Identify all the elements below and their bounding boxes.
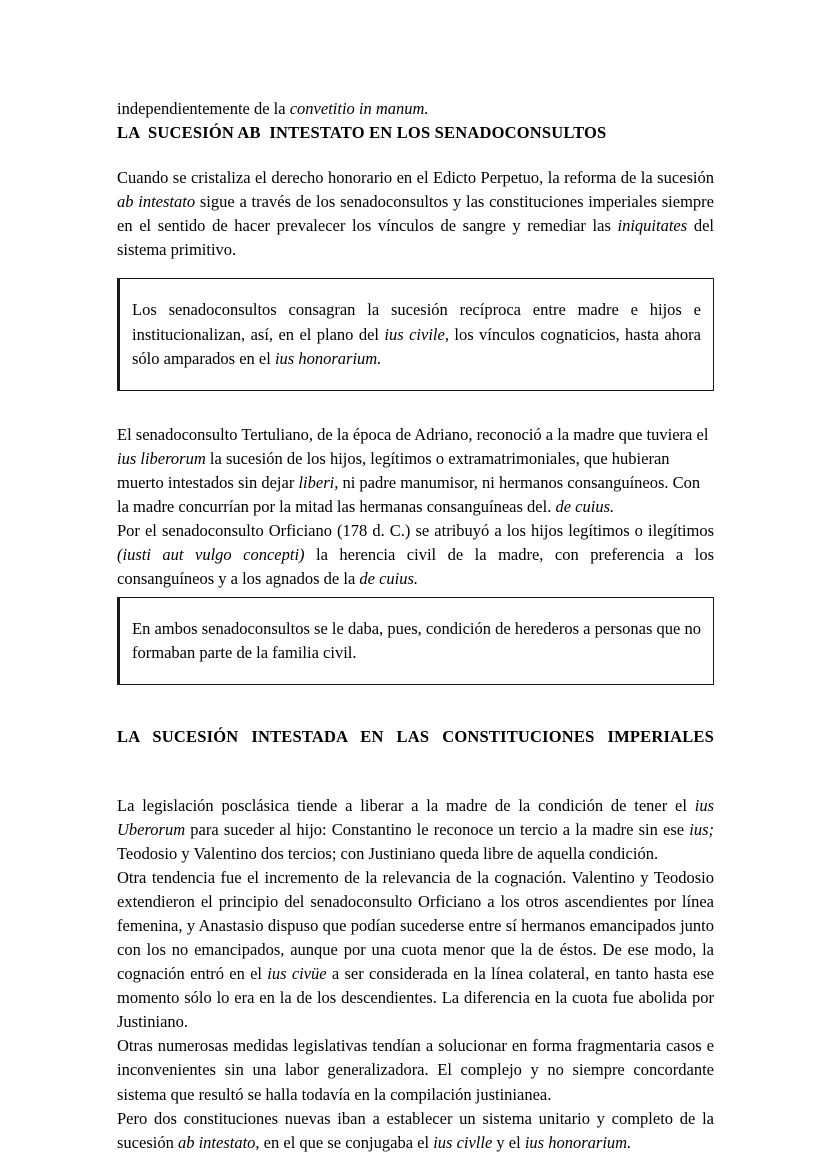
paragraph-7-italic-2: ius civlle	[433, 1132, 493, 1152]
paragraph-orficiano	[117, 519, 714, 591]
paragraph-5-italic-1: ius civüe	[267, 964, 327, 984]
paragraph-tertuliano	[117, 423, 714, 519]
paragraph-7-part-3: y el	[492, 1132, 525, 1152]
document-content	[117, 97, 714, 1155]
paragraph-1-part-3: del sistema primitivo.	[117, 216, 714, 260]
callout-1-italic-2: ius honorarium.	[274, 348, 382, 368]
paragraph-4-italic-1: ius Uberorum	[117, 795, 714, 839]
paragraph-7-italic-3: ius honorarium.	[524, 1132, 632, 1152]
spacer	[117, 262, 714, 278]
callout-1-part-1: Los senadoconsultos consagran la sucesión recíproca entre madre e hijos e institucionalizan, así, en el plano del	[132, 300, 701, 344]
paragraph-2-italic-3: de cuius.	[555, 496, 615, 516]
paragraph-2-part-2: la sucesión de los hijos, legítimos o extramatrimoniales, que hubieran muerto intestados sin dejar	[117, 448, 670, 492]
spacer	[117, 391, 714, 423]
intro-paragraph	[117, 97, 714, 121]
paragraph-4-part-2: para suceder al hijo: Constantino le reconoce un tercio a la madre sin ese	[185, 819, 690, 839]
paragraph-4-part-3: Teodosio y Valentino dos tercios; con Justiniano queda libre de aquella condición.	[117, 843, 659, 863]
paragraph-3-italic-2: de cuius.	[359, 569, 419, 589]
section-heading-constituciones: LA SUCESIÓN INTESTADA EN LAS CONSTITUCIONES IMPERIALES	[117, 727, 714, 747]
paragraph-2-part-3: ni padre manumisor, ni hermanos consanguíneos. Con la madre concurrían por la mitad las hermanas consanguíneas del.	[117, 472, 701, 516]
callout-1-italic-1: ius civile,	[384, 324, 449, 344]
intro-italic-term: convetitio in manum.	[289, 99, 429, 118]
paragraph-2-italic-1: ius liberorum	[117, 448, 206, 468]
callout-box-herederos	[117, 597, 714, 685]
paragraph-7-italic-1: ab intestato,	[177, 1132, 260, 1152]
intro-lead-text: independientemente de la	[117, 99, 290, 118]
paragraph-medidas-legislativas: Otras numerosas medidas legislativas tendían a solucionar en forma fragmentaria casos e inconvenientes sin una labor generalizadora. El complejo y no siempre concordante sistema que resultó se halla todavía en la compilación justinianea.	[117, 1036, 714, 1104]
paragraph-3-part-1: Por el senadoconsulto Orficiano (178 d. C.) se atribuyó a los hijos legítimos o ilegítimos	[117, 521, 714, 541]
paragraph-3-part-2: la herencia civil de la madre, con preferencia a los consanguíneos y a los agnados de la	[117, 545, 714, 589]
paragraph-7-part-1: Pero dos constituciones nuevas iban a establecer un sistema unitario y completo de la sucesión	[117, 1108, 714, 1152]
callout-box-senadoconsultos	[117, 278, 714, 390]
section-heading-senadoconsultos: LA SUCESIÓN AB INTESTATO EN LOS SENADOCONSULTOS	[117, 123, 607, 143]
paragraph-1-part-2: sigue a través de los senadoconsultos y las constituciones imperiales siempre en el sentido de hacer prevalecer los vínculos de sangre y remediar las	[117, 192, 714, 236]
paragraph-1-italic-2: iniquitates	[617, 216, 688, 236]
paragraph-1-part-1: Cuando se cristaliza el derecho honorario en el Edicto Perpetuo, la reforma de la sucesión	[117, 168, 714, 188]
paragraph-4-part-1: La legislación posclásica tiende a liberar a la madre de la condición de tener el	[117, 795, 695, 815]
paragraph-edicto-perpetuo	[117, 166, 714, 262]
paragraph-posclasica	[117, 794, 714, 866]
paragraph-cognacion	[117, 866, 714, 1035]
paragraph-2-part-1: El senadoconsulto Tertuliano, de la época de Adriano, reconoció a la madre que tuviera el	[117, 424, 709, 444]
paragraph-5-part-2: a ser considerada en la línea colateral, en tanto hasta ese momento sólo lo era en la de los descendientes. La diferencia en la cuota fue abolida por Justiniano.	[117, 964, 715, 1032]
callout-2-text: En ambos senadoconsultos se le daba, pues, condición de herederos a personas que no formaban parte de la familia civil.	[132, 619, 701, 663]
paragraph-1-italic-1: ab intestato	[117, 192, 196, 212]
paragraph-7-part-2: en el que se conjugaba el	[259, 1132, 434, 1152]
paragraph-2-italic-2: liberi,	[298, 472, 339, 492]
callout-1-text	[132, 298, 701, 370]
spacer	[117, 685, 714, 725]
paragraph-3-italic-1: (iusti aut vulgo concepti)	[117, 545, 305, 565]
callout-1-part-2: los vínculos cognaticios, hasta ahora sólo amparados en el	[132, 324, 702, 368]
paragraph-4-italic-2: ius;	[689, 819, 714, 839]
paragraph-5-part-1: Otra tendencia fue el incremento de la relevancia de la cognación. Valentino y Teodosio extendieron el principio del senadoconsulto Orficiano a los otros ascendientes por línea femenina, y Anastasio dispuso que podían sucederse entre sí hermanos emancipados junto con los no emancipados, aunque por una cuota menor que la de éstos. De ese modo, la cognación entró en el	[117, 867, 714, 984]
paragraph-constituciones-nuevas	[117, 1107, 714, 1155]
